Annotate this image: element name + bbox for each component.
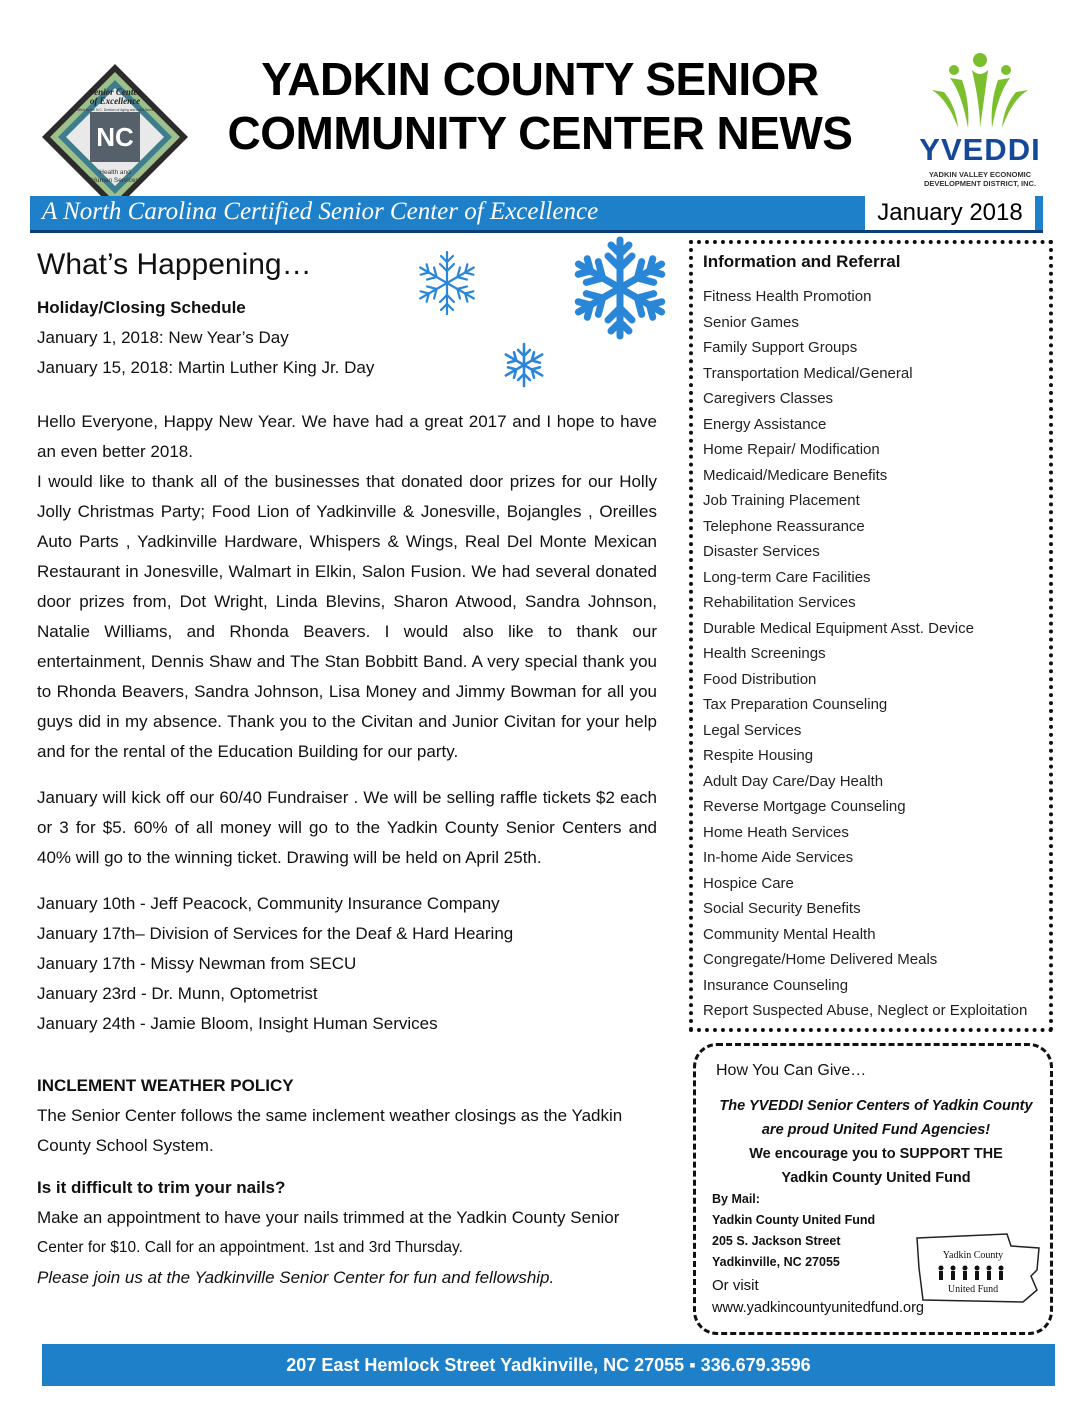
yveddi-sub-line2: DEVELOPMENT DISTRICT, INC. [923,179,1037,188]
mailing-address [712,1189,875,1273]
referral-item: Family Support Groups [703,339,858,356]
referral-item: Community Mental Health [703,925,876,943]
referral-item: Report Suspected Abuse, Neglect or Exploitation [703,1002,1028,1019]
referral-item: Respite Housing [703,747,814,764]
referral-item: Fitness Health Promotion [703,288,872,305]
information-referral-box [689,240,1053,1032]
event-item: January 17th - Missy Newman from SECU [37,954,357,973]
give-line-4: Yadkin County United Fund [781,1170,971,1186]
tagline-banner [30,196,1043,233]
referral-item: Long-term Care Facilities [703,568,871,586]
closing-invitation: Please join us at the Yadkinville Senior Center for fun and fellowship. [37,1268,555,1287]
referral-item: Reverse Mortgage Counseling [703,798,906,815]
title-line-1: YADKIN COUNTY SENIOR [261,53,819,105]
nails-text-2: Center for $10. Call for an appointment. 1st and 3rd Thursday. [37,1239,463,1256]
fundraiser-text: January will kick off our 60/40 Fundraiser . We will be selling raffle tickets $2 each or 3 for $5. 60% of all money will go to the Yadkin County Senior Centers and 40% will go to the winning ticket. Drawing will be held on April 25th. [37,788,657,867]
newsletter-title [200,52,880,160]
referral-item: Home Repair/ Modification [703,441,880,458]
referral-item: Adult Day Care/Day Health [703,772,884,790]
fund-logo-line2: United Fund [947,1284,999,1295]
title-line-2: COMMUNITY CENTER NEWS [227,107,853,159]
yveddi-name: YVEDDI [919,132,1041,167]
weather-policy-title: INCLEMENT WEATHER POLICY [37,1076,294,1095]
mail-org: Yadkin County United Fund [712,1213,876,1227]
referral-item: Disaster Services [703,543,820,560]
information-referral-title: Information and Referral [703,252,901,271]
referral-item: In-home Aide Services [703,849,854,866]
letter-greeting: Hello Everyone, Happy New Year. We have had a great 2017 and I hope to have an even better 2018. [37,412,657,461]
referral-item: Transportation Medical/General [703,364,913,382]
referral-item: Medicaid/Medicare Benefits [703,466,888,484]
holiday-item: January 15, 2018: Martin Luther King Jr. Day [37,358,375,377]
event-item: January 23rd - Dr. Munn, Optometrist [37,984,318,1003]
event-item: January 17th– Division of Services for the Deaf & Hard Hearing [37,924,514,943]
give-line-3: We encourage you to SUPPORT THE [749,1146,1003,1162]
referral-item: Caregivers Classes [703,390,834,407]
yveddi-sub-line1: YADKIN VALLEY ECONOMIC [928,170,1032,179]
referral-item: Congregate/Home Delivered Meals [703,951,938,968]
referral-item: Food Distribution [703,670,817,688]
or-visit-label: Or visit [712,1277,759,1294]
badge-line2: of Excellence [89,96,141,106]
event-item: January 10th - Jeff Peacock, Community Insurance Company [37,894,500,913]
badge-monogram: NC [96,122,134,152]
badge-dept1: Health and [99,169,131,176]
holiday-schedule-title: Holiday/Closing Schedule [37,298,246,317]
nails-text-1: Make an appointment to have your nails trimmed at the Yadkin County Senior [37,1208,620,1227]
referral-item: Job Training Placement [703,492,860,509]
yveddi-subtitle [910,170,1050,188]
how-you-can-give-box [693,1043,1053,1335]
referral-item: Insurance Counseling [703,976,849,994]
give-line-2: are proud United Fund Agencies! [761,1122,991,1138]
badge-line1: Senior Center [89,87,141,97]
weather-policy-text: The Senior Center follows the same inclement weather closings as the Yadkin County School System. [37,1106,623,1155]
give-appeal [696,1094,1056,1190]
holiday-item: January 1, 2018: New Year’s Day [37,328,289,347]
whats-happening-heading: What’s Happening… [37,248,312,281]
letter-body: I would like to thank all of the businesses that donated door prizes for our Holly Jolly Christmas Party; Food Lion of Yadkinville & Jonesville, Bojangles , Oreilles Auto Parts , Yadkinville Hardware, Whispers & Wings, Real Del Monte Mexican Restaurant in Jonesville, Walmart in Elkin, Salon Fusion. We had several donated door prizes from, Dot Wright, Linda Blevins, Sharon Atwood, Sandra Johnson, Natalie Williams, and Rhonda Beavers. I would also like to thank our entertainment, Dennis Shaw and The Stan Bobbitt Band. A very special thank you to Rhonda Beavers, Sandra Johnson, Lisa Money and Jimmy Bowman for all you guys did in my absence. Thank you to the Civitan and Junior Civitan for your help and for the rental of the Education Building for our party. [37,472,657,761]
banner-tagline: A North Carolina Certified Senior Center of Excellence [42,198,599,225]
fund-logo-line1: Yadkin County [942,1250,1004,1261]
mail-street: 205 S. Jackson Street [712,1234,841,1248]
nails-title: Is it difficult to trim your nails? [37,1178,286,1197]
information-referral-list [703,284,1027,1024]
referral-item: Rehabilitation Services [703,594,856,611]
senior-center-excellence-badge [40,62,190,212]
referral-item: Home Heath Services [703,823,849,841]
badge-dept2: Human Services [91,177,139,184]
referral-item: Senior Games [703,313,799,331]
referral-item: Social Security Benefits [703,900,861,917]
referral-item: Tax Preparation Counseling [703,696,888,713]
footer-address-bar: 207 East Hemlock Street Yadkinville, NC 27055 ▪ 336.679.3596 [42,1344,1055,1386]
united-fund-url[interactable]: www.yadkincountyunitedfund.org [712,1300,924,1316]
referral-item: Telephone Reassurance [703,517,865,535]
give-heading: How You Can Give… [716,1062,867,1079]
event-item: January 24th - Jamie Bloom, Insight Human Services [37,1014,438,1033]
yveddi-logo [910,50,1050,188]
issue-date: January 2018 [865,196,1035,230]
referral-item: Durable Medical Equipment Asst. Device [703,619,974,637]
referral-item: Hospice Care [703,874,794,892]
referral-item: Health Screenings [703,645,826,662]
mail-city: Yadkinville, NC 27055 [712,1255,840,1269]
referral-item: Legal Services [703,721,802,739]
by-mail-label: By Mail: [712,1192,760,1206]
yveddi-figures-icon [910,50,1050,132]
main-column [37,245,657,1293]
give-line-1: The YVEDDI Senior Centers of Yadkin County [719,1098,1033,1114]
united-fund-logo [911,1228,1046,1308]
badge-certified: Certified by the N.C. Division of Aging and Adult Services [72,108,158,112]
referral-item: Energy Assistance [703,415,827,433]
